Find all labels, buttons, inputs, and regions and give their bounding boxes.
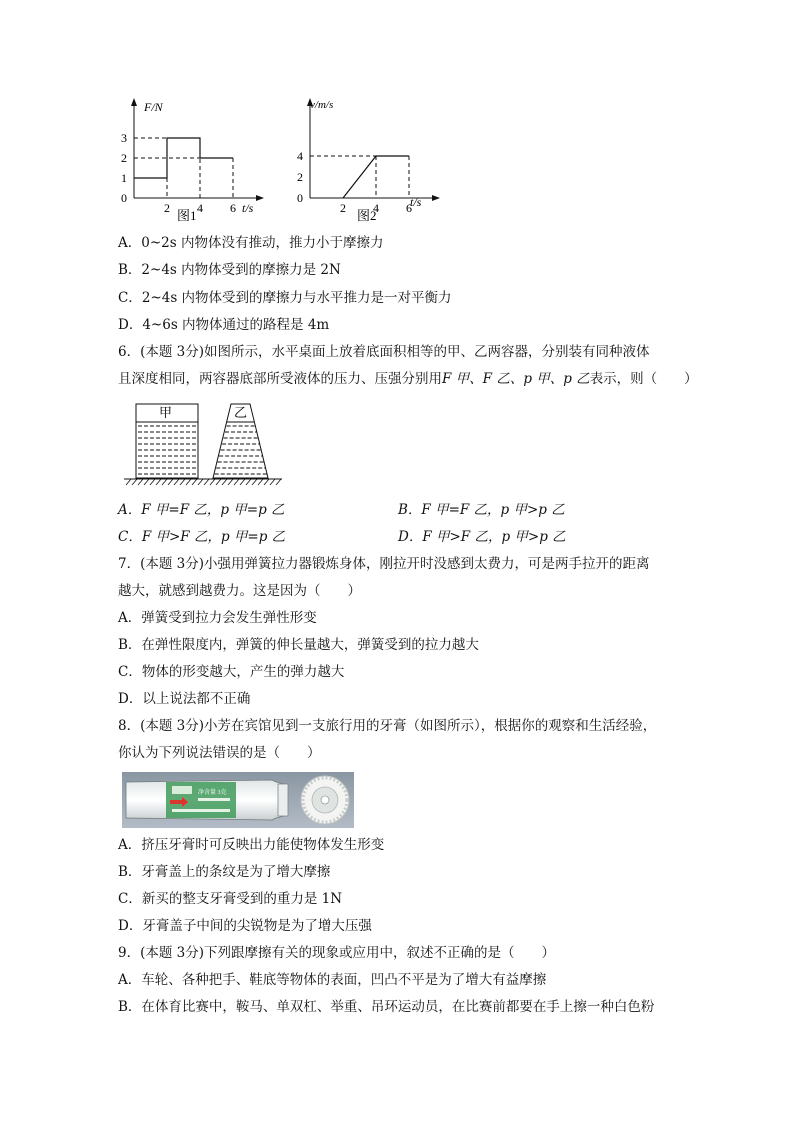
q7-option-b: B．在弹性限度内，弹簧的伸长量越大，弹簧受到的拉力越大 xyxy=(118,637,479,653)
q5-option-b: B．2~4s 内物体受到的摩擦力是 2N xyxy=(118,262,341,278)
graph2-caption: 图2 xyxy=(357,208,377,223)
q6-stem-text: 且深度相同，两容器底部所受液体的压力、压强分别用 xyxy=(118,371,442,387)
q6-stem-vars: F 甲、F 乙、p 甲、p 乙 xyxy=(442,371,590,387)
graph1-y-tick-label: 2 xyxy=(121,151,127,165)
graph1-y-tick-label: 1 xyxy=(121,171,127,185)
graph1-x-tick-label: 2 xyxy=(164,201,170,215)
q7-stem-line2: 越大，就感到越费力。这是因为（ ） xyxy=(118,583,361,599)
q6-option-a: A．F 甲=F 乙，p 甲=p 乙 xyxy=(118,502,285,518)
graph1-y-arrow xyxy=(131,98,137,106)
q6-stem-line1: 6．(本题 3分)如图所示，水平桌面上放着底面积相等的甲、乙两容器，分别装有同种液体 xyxy=(118,344,650,360)
graph1-figure xyxy=(110,96,270,226)
q8-option-a: A．挤压牙膏时可反映出力能使物体发生形变 xyxy=(118,837,385,853)
table-hatching xyxy=(126,479,281,485)
q7-option-a: A．弹簧受到拉力会发生弹性形变 xyxy=(118,610,317,626)
graph2-y-tick-label: 4 xyxy=(297,149,303,163)
graph2-x-tick-label: 4 xyxy=(373,201,379,215)
q9-option-a: A．车轮、各种把手、鞋底等物体的表面，凹凸不平是为了增大有益摩擦 xyxy=(118,972,547,988)
toothpaste-photo xyxy=(122,772,354,828)
graph2-origin-label: 0 xyxy=(297,191,303,205)
q6-stem-line2 xyxy=(118,369,698,389)
q7-stem-line1: 7．(本题 3分)小强用弹簧拉力器锻炼身体，刚拉开时没感到太费力，可是两手拉开的距离 xyxy=(118,556,650,572)
toothpaste-label-text: 净含量 3克 xyxy=(198,790,227,796)
graph1-x-arrow xyxy=(256,195,264,201)
q7-option-c: C．物体的形变越大，产生的弹力越大 xyxy=(118,664,345,680)
graph1-caption: 图1 xyxy=(177,208,197,223)
q6-option-d: D．F 甲>F 乙，p 甲>p 乙 xyxy=(398,529,566,545)
graph1-y-axis-label: F/N xyxy=(144,100,163,114)
q8-option-c: C．新买的整支牙膏受到的重力是 1N xyxy=(118,891,343,907)
graph1-x-tick-label: 4 xyxy=(197,201,203,215)
graph1-origin-label: 0 xyxy=(121,191,127,205)
graph1-y-tick-label: 3 xyxy=(121,131,127,145)
q8-stem-line1: 8．(本题 3分)小芳在宾馆见到一支旅行用的牙膏（如图所示），根据你的观察和生活经验， xyxy=(118,718,657,734)
graph2-x-axis-label: t/s xyxy=(410,195,422,209)
q7-option-d: D．以上说法都不正确 xyxy=(118,691,251,707)
q9-stem-line1: 9．(本题 3分)下列跟摩擦有关的现象或应用中，叙述不正确的是（ ） xyxy=(118,945,556,961)
q6-option-b: B．F 甲=F 乙，p 甲>p 乙 xyxy=(398,502,565,518)
graph2-x-tick-label: 6 xyxy=(406,201,412,215)
graph2-y-axis-label: v/m/s xyxy=(310,99,334,111)
q6-containers-figure xyxy=(118,396,286,492)
graph1-x-tick-label: 6 xyxy=(230,201,236,215)
toothpaste-cap-spike xyxy=(321,796,329,804)
q9-option-b: B．在体育比赛中，鞍马、单双杠、举重、吊环运动员，在比赛前都要在手上擦一种白色粉 xyxy=(118,999,655,1015)
q5-option-a: A．0~2s 内物体没有推动，推力小于摩擦力 xyxy=(118,235,384,251)
q6-option-c: C．F 甲>F 乙，p 甲=p 乙 xyxy=(118,529,286,545)
container-yi-label: 乙 xyxy=(234,405,248,420)
container-jia-label: 甲 xyxy=(159,405,173,420)
graph1-x-axis-label: t/s xyxy=(242,201,254,215)
graph2-y-tick-label: 2 xyxy=(297,170,303,184)
q5-option-d: D．4~6s 内物体通过的路程是 4m xyxy=(118,317,330,333)
q8-option-d: D．牙膏盖子中间的尖锐物是为了增大压强 xyxy=(118,918,372,934)
q8-stem-line2: 你认为下列说法错误的是（ ） xyxy=(118,745,321,761)
q8-option-b: B．牙膏盖上的条纹是为了增大摩擦 xyxy=(118,864,331,880)
q5-option-c: C．2~4s 内物体受到的摩擦力与水平推力是一对平衡力 xyxy=(118,290,452,306)
graph2-figure xyxy=(286,96,446,226)
q6-stem-end: 表示，则（ ） xyxy=(589,371,698,387)
graph2-x-arrow xyxy=(432,195,440,201)
graph2-x-tick-label: 2 xyxy=(340,201,346,215)
